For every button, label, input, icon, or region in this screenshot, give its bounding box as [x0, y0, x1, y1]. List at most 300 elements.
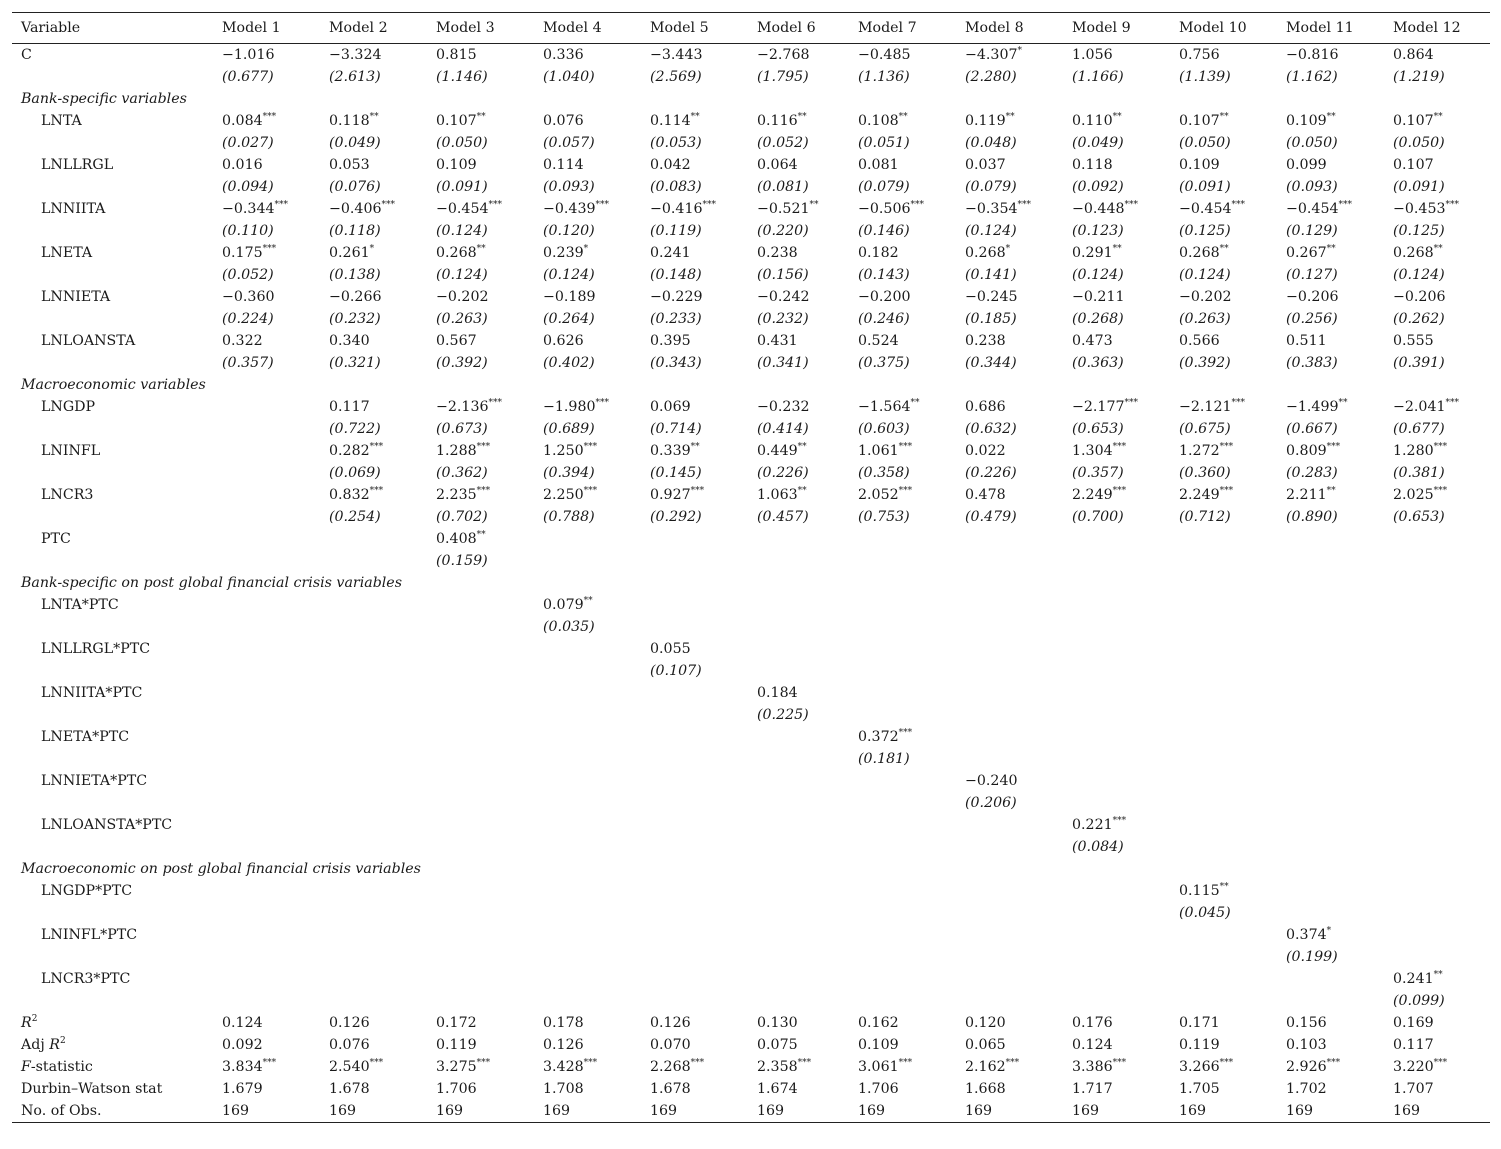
- coefficient-cell: [1393, 770, 1490, 792]
- significance-stars: ***: [1231, 398, 1246, 408]
- coefficient-cell: [650, 1012, 757, 1034]
- coefficient-cell: [329, 528, 436, 550]
- significance-stars: ***: [583, 486, 598, 496]
- coefficient-cell: [965, 154, 1072, 176]
- coefficient-value: −0.454: [436, 201, 489, 217]
- coefficient-cell: [329, 814, 436, 836]
- standard-error-row: [12, 616, 1490, 638]
- significance-stars: ***: [702, 200, 717, 210]
- significance-stars: ***: [1112, 486, 1127, 496]
- coefficient-value: 0.116: [757, 113, 798, 129]
- coefficient-cell: [543, 638, 650, 660]
- significance-stars: ***: [1112, 816, 1127, 826]
- model-column-header: Model 11: [1286, 20, 1354, 36]
- statistic-label: No. of Obs.: [21, 1103, 102, 1119]
- coefficient-cell: [1286, 726, 1393, 748]
- standard-error-cell: (0.254): [329, 509, 381, 525]
- coefficient-cell: [543, 1034, 650, 1056]
- statistic-row: [12, 1078, 1490, 1100]
- standard-error-cell: (0.051): [858, 135, 910, 151]
- variable-label: LNLLRGL*PTC: [41, 641, 151, 657]
- standard-error-cell: [543, 990, 650, 1012]
- coefficient-cell: [436, 814, 543, 836]
- coefficient-cell: [222, 528, 329, 550]
- significance-stars: **: [1005, 112, 1015, 122]
- standard-error-cell: (0.050): [1393, 135, 1445, 151]
- standard-error-cell: [858, 902, 965, 924]
- table-body: [12, 44, 1490, 1123]
- coefficient-value: 0.064: [757, 157, 798, 173]
- coefficient-cell: [329, 638, 436, 660]
- standard-error-cell: (0.091): [1393, 179, 1445, 195]
- coefficient-value: 1.056: [1072, 47, 1113, 63]
- significance-stars: ***: [369, 1058, 384, 1068]
- standard-error-cell: [1179, 660, 1286, 682]
- coefficient-value: 0.069: [650, 399, 691, 415]
- variable-row: [12, 396, 1490, 418]
- coefficient-value: 0.124: [1072, 1037, 1113, 1053]
- standard-error-cell: [650, 616, 757, 638]
- coefficient-cell: [543, 330, 650, 352]
- coefficient-cell: [650, 154, 757, 176]
- coefficient-value: 2.162: [965, 1059, 1006, 1075]
- coefficient-cell: [1393, 1034, 1490, 1056]
- coefficient-value: 0.065: [965, 1037, 1006, 1053]
- coefficient-cell: [329, 440, 436, 462]
- empty-cell: [12, 616, 222, 638]
- coefficient-cell: [1393, 242, 1490, 264]
- coefficient-cell: [329, 1034, 436, 1056]
- coefficient-cell: [858, 1100, 965, 1123]
- standard-error-cell: (0.414): [757, 421, 809, 437]
- standard-error-cell: (0.045): [1179, 905, 1231, 921]
- standard-error-cell: (0.344): [965, 355, 1017, 371]
- statistic-label: [12, 1034, 222, 1056]
- standard-error-cell: [650, 990, 757, 1012]
- coefficient-cell: [436, 1012, 543, 1034]
- standard-error-cell: (0.050): [436, 135, 488, 151]
- coefficient-value: 0.126: [329, 1015, 370, 1031]
- variable-row: [12, 242, 1490, 264]
- standard-error-cell: [858, 836, 965, 858]
- coefficient-cell: [1072, 330, 1179, 352]
- significance-stars: ***: [690, 486, 705, 496]
- coefficient-cell: [543, 968, 650, 990]
- standard-error-cell: [543, 660, 650, 682]
- coefficient-cell: [1286, 396, 1393, 418]
- coefficient-cell: [1072, 440, 1179, 462]
- variable-label: LNTA*PTC: [41, 597, 119, 613]
- statistic-label: [12, 1012, 222, 1034]
- coefficient-value: 0.118: [329, 113, 370, 129]
- standard-error-cell: [1072, 792, 1179, 814]
- standard-error-cell: (0.363): [1072, 355, 1124, 371]
- standard-error-row: [12, 132, 1490, 154]
- coefficient-cell: [1072, 110, 1179, 132]
- coefficient-value: 169: [650, 1103, 678, 1119]
- standard-error-cell: [650, 946, 757, 968]
- coefficient-cell: [650, 924, 757, 946]
- coefficient-cell: [1179, 1100, 1286, 1123]
- coefficient-cell: [543, 814, 650, 836]
- standard-error-cell: [965, 946, 1072, 968]
- standard-error-cell: (0.069): [329, 465, 381, 481]
- standard-error-cell: [436, 792, 543, 814]
- coefficient-value: 3.266: [1179, 1059, 1220, 1075]
- coefficient-cell: [436, 44, 543, 67]
- coefficient-cell: [1179, 594, 1286, 616]
- coefficient-cell: [1286, 968, 1393, 990]
- coefficient-value: 2.211: [1286, 487, 1327, 503]
- statistic-symbol: F: [21, 1059, 31, 1075]
- coefficient-cell: [650, 726, 757, 748]
- coefficient-value: 2.358: [757, 1059, 798, 1075]
- section-heading-row: [12, 858, 1490, 880]
- standard-error-cell: (1.136): [858, 69, 910, 85]
- coefficient-cell: [650, 242, 757, 264]
- empty-cell: [12, 264, 222, 286]
- significance-stars: ***: [476, 486, 491, 496]
- coefficient-value: 1.674: [757, 1081, 798, 1097]
- standard-error-cell: (0.127): [1286, 267, 1338, 283]
- coefficient-value: 0.107: [1179, 113, 1220, 129]
- model-column-header: Model 10: [1179, 20, 1247, 36]
- standard-error-cell: (0.753): [858, 509, 910, 525]
- significance-stars: **: [690, 442, 700, 452]
- coefficient-value: 2.540: [329, 1059, 370, 1075]
- coefficient-cell: [329, 1056, 436, 1078]
- significance-stars: **: [797, 486, 807, 496]
- standard-error-cell: (0.264): [543, 311, 595, 327]
- empty-cell: [12, 902, 222, 924]
- statistic-label-prefix: Adj: [21, 1037, 50, 1053]
- standard-error-cell: (0.479): [965, 509, 1017, 525]
- significance-stars: **: [1326, 244, 1336, 254]
- significance-stars: ***: [1433, 442, 1448, 452]
- coefficient-cell: [1072, 1012, 1179, 1034]
- coefficient-cell: [757, 110, 858, 132]
- coefficient-cell: [1286, 1012, 1393, 1034]
- standard-error-cell: [1179, 990, 1286, 1012]
- standard-error-cell: (0.181): [858, 751, 910, 767]
- coefficient-cell: [965, 880, 1072, 902]
- coefficient-value: −0.448: [1072, 201, 1125, 217]
- standard-error-cell: (0.124): [436, 267, 488, 283]
- coefficient-value: 0.109: [1286, 113, 1327, 129]
- standard-error-cell: (0.263): [436, 311, 488, 327]
- coefficient-cell: [436, 880, 543, 902]
- coefficient-cell: [1286, 880, 1393, 902]
- coefficient-cell: [965, 330, 1072, 352]
- coefficient-cell: [757, 484, 858, 506]
- standard-error-cell: [1393, 792, 1490, 814]
- coefficient-cell: [1286, 286, 1393, 308]
- standard-error-cell: [1393, 550, 1490, 572]
- standard-error-cell: (0.185): [965, 311, 1017, 327]
- coefficient-value: 0.130: [757, 1015, 798, 1031]
- standard-error-row: [12, 902, 1490, 924]
- standard-error-cell: (0.233): [650, 311, 702, 327]
- coefficient-cell: [757, 1034, 858, 1056]
- variable-row: [12, 638, 1490, 660]
- coefficient-cell: [436, 594, 543, 616]
- variable-label: LNLLRGL: [41, 157, 114, 173]
- significance-stars: *: [369, 244, 375, 254]
- significance-stars: ***: [381, 200, 396, 210]
- coefficient-cell: [757, 1056, 858, 1078]
- standard-error-cell: [1072, 616, 1179, 638]
- regression-results-table: [12, 12, 1490, 1123]
- coefficient-value: 0.169: [1393, 1015, 1434, 1031]
- coefficient-cell: [650, 1100, 757, 1123]
- coefficient-cell: [1286, 484, 1393, 506]
- coefficient-cell: [1072, 682, 1179, 704]
- coefficient-cell: [757, 242, 858, 264]
- standard-error-cell: (2.569): [650, 69, 702, 85]
- coefficient-cell: [965, 594, 1072, 616]
- standard-error-cell: (0.081): [757, 179, 809, 195]
- standard-error-cell: (0.268): [1072, 311, 1124, 327]
- coefficient-value: 0.339: [650, 443, 691, 459]
- coefficient-cell: [222, 924, 329, 946]
- standard-error-cell: [965, 660, 1072, 682]
- standard-error-cell: [1393, 748, 1490, 770]
- coefficient-value: −0.360: [222, 289, 275, 305]
- coefficient-cell: [1179, 484, 1286, 506]
- significance-stars: ***: [1326, 442, 1341, 452]
- significance-stars: **: [1112, 112, 1122, 122]
- coefficient-cell: [1072, 770, 1179, 792]
- coefficient-cell: [222, 1012, 329, 1034]
- significance-stars: *: [583, 244, 589, 254]
- variable-row: [12, 594, 1490, 616]
- coefficient-value: 0.268: [1393, 245, 1434, 261]
- coefficient-value: 0.109: [436, 157, 477, 173]
- coefficient-cell: [650, 110, 757, 132]
- statistic-row: [12, 1034, 1490, 1056]
- coefficient-cell: [222, 726, 329, 748]
- standard-error-cell: [858, 946, 965, 968]
- coefficient-cell: [1179, 880, 1286, 902]
- coefficient-value: 0.084: [222, 113, 263, 129]
- variable-row: [12, 814, 1490, 836]
- standard-error-cell: (0.035): [543, 619, 595, 635]
- standard-error-cell: (0.107): [650, 663, 702, 679]
- standard-error-cell: [757, 550, 858, 572]
- coefficient-value: 169: [757, 1103, 785, 1119]
- standard-error-cell: [757, 990, 858, 1012]
- coefficient-cell: [650, 594, 757, 616]
- coefficient-cell: [650, 528, 757, 550]
- coefficient-value: 0.238: [757, 245, 798, 261]
- coefficient-value: 169: [1286, 1103, 1314, 1119]
- coefficient-cell: [757, 814, 858, 836]
- significance-stars: **: [1326, 112, 1336, 122]
- coefficient-cell: [222, 1034, 329, 1056]
- coefficient-value: 0.076: [543, 113, 584, 129]
- coefficient-cell: [222, 682, 329, 704]
- standard-error-cell: (0.362): [436, 465, 488, 481]
- standard-error-cell: (0.120): [543, 223, 595, 239]
- coefficient-value: 2.025: [1393, 487, 1434, 503]
- variable-label: LNCR3: [41, 487, 94, 503]
- coefficient-value: −1.016: [222, 47, 275, 63]
- standard-error-cell: (0.358): [858, 465, 910, 481]
- standard-error-cell: (0.457): [757, 509, 809, 525]
- coefficient-cell: [436, 242, 543, 264]
- standard-error-cell: (1.219): [1393, 69, 1445, 85]
- coefficient-value: −3.324: [329, 47, 382, 63]
- coefficient-value: 0.268: [1179, 245, 1220, 261]
- significance-stars: ***: [1112, 1058, 1127, 1068]
- variable-column-header: Variable: [21, 20, 81, 36]
- coefficient-cell: [436, 1100, 543, 1123]
- coefficient-cell: [965, 682, 1072, 704]
- coefficient-value: 0.076: [329, 1037, 370, 1053]
- coefficient-value: 3.428: [543, 1059, 584, 1075]
- variable-label: LNINFL*PTC: [41, 927, 138, 943]
- standard-error-cell: (0.689): [543, 421, 595, 437]
- coefficient-value: 1.272: [1179, 443, 1220, 459]
- standard-error-cell: [1393, 902, 1490, 924]
- coefficient-value: 1.063: [757, 487, 798, 503]
- standard-error-cell: [1179, 550, 1286, 572]
- significance-stars: **: [1433, 970, 1443, 980]
- coefficient-value: 0.449: [757, 443, 798, 459]
- standard-error-cell: [858, 990, 965, 1012]
- standard-error-cell: [436, 748, 543, 770]
- coefficient-cell: [757, 286, 858, 308]
- standard-error-cell: [1179, 836, 1286, 858]
- standard-error-row: [12, 792, 1490, 814]
- coefficient-cell: [222, 770, 329, 792]
- coefficient-cell: [1393, 968, 1490, 990]
- significance-stars: ***: [1326, 1058, 1341, 1068]
- standard-error-cell: [543, 748, 650, 770]
- variable-label: C: [21, 47, 32, 63]
- coefficient-cell: [858, 1034, 965, 1056]
- standard-error-cell: [1286, 704, 1393, 726]
- significance-stars: ***: [262, 244, 277, 254]
- standard-error-row: [12, 836, 1490, 858]
- significance-stars: ***: [1124, 398, 1139, 408]
- coefficient-value: −0.202: [436, 289, 489, 305]
- standard-error-cell: (0.092): [1072, 179, 1124, 195]
- coefficient-value: −0.189: [543, 289, 596, 305]
- empty-cell: [12, 990, 222, 1012]
- coefficient-cell: [757, 726, 858, 748]
- standard-error-cell: (0.788): [543, 509, 595, 525]
- coefficient-value: 0.239: [543, 245, 584, 261]
- standard-error-cell: [1393, 660, 1490, 682]
- coefficient-value: 1.678: [329, 1081, 370, 1097]
- variable-label: LNETA*PTC: [41, 729, 130, 745]
- standard-error-cell: [1179, 616, 1286, 638]
- statistic-superscript: 2: [59, 1036, 66, 1046]
- significance-stars: ***: [1219, 486, 1234, 496]
- coefficient-value: 169: [858, 1103, 886, 1119]
- standard-error-cell: (1.146): [436, 69, 488, 85]
- coefficient-value: 0.110: [1072, 113, 1113, 129]
- standard-error-cell: (0.091): [436, 179, 488, 195]
- coefficient-value: −0.245: [965, 289, 1018, 305]
- coefficient-value: 0.162: [858, 1015, 899, 1031]
- significance-stars: **: [1338, 398, 1348, 408]
- coefficient-value: 169: [329, 1103, 357, 1119]
- standard-error-cell: (2.613): [329, 69, 381, 85]
- variable-row: [12, 968, 1490, 990]
- coefficient-value: 1.679: [222, 1081, 263, 1097]
- standard-error-row: [12, 418, 1490, 440]
- coefficient-cell: [858, 682, 965, 704]
- coefficient-value: 2.250: [543, 487, 584, 503]
- coefficient-cell: [222, 440, 329, 462]
- section-heading: Bank-specific on post global financial crisis variables: [21, 575, 402, 591]
- coefficient-value: 0.016: [222, 157, 263, 173]
- significance-stars: ***: [274, 200, 289, 210]
- coefficient-cell: [543, 242, 650, 264]
- coefficient-cell: [965, 1034, 1072, 1056]
- coefficient-cell: [965, 1078, 1072, 1100]
- coefficient-cell: [650, 198, 757, 220]
- coefficient-cell: [858, 440, 965, 462]
- coefficient-value: 0.815: [436, 47, 477, 63]
- standard-error-cell: [436, 990, 543, 1012]
- coefficient-cell: [1286, 814, 1393, 836]
- coefficient-cell: [1393, 484, 1490, 506]
- significance-stars: ***: [488, 200, 503, 210]
- coefficient-cell: [1179, 528, 1286, 550]
- coefficient-cell: [1393, 682, 1490, 704]
- coefficient-value: 0.566: [1179, 333, 1220, 349]
- coefficient-cell: [222, 594, 329, 616]
- coefficient-cell: [965, 1100, 1072, 1123]
- coefficient-cell: [543, 594, 650, 616]
- significance-stars: ***: [898, 442, 913, 452]
- coefficient-cell: [543, 396, 650, 418]
- coefficient-cell: [436, 924, 543, 946]
- coefficient-value: −2.041: [1393, 399, 1446, 415]
- standard-error-cell: [1393, 616, 1490, 638]
- coefficient-value: 3.220: [1393, 1059, 1434, 1075]
- standard-error-cell: [1072, 748, 1179, 770]
- coefficient-value: 0.184: [757, 685, 798, 701]
- standard-error-cell: (0.667): [1286, 421, 1338, 437]
- coefficient-value: 0.114: [650, 113, 691, 129]
- coefficient-value: 1.304: [1072, 443, 1113, 459]
- standard-error-cell: (0.123): [1072, 223, 1124, 239]
- coefficient-cell: [329, 968, 436, 990]
- coefficient-cell: [329, 682, 436, 704]
- standard-error-cell: [757, 792, 858, 814]
- coefficient-value: −0.454: [1286, 201, 1339, 217]
- standard-error-row: [12, 308, 1490, 330]
- coefficient-cell: [1393, 638, 1490, 660]
- significance-stars: ***: [1219, 1058, 1234, 1068]
- standard-error-cell: (0.124): [965, 223, 1017, 239]
- coefficient-cell: [1072, 814, 1179, 836]
- coefficient-cell: [436, 968, 543, 990]
- coefficient-value: 0.055: [650, 641, 691, 657]
- coefficient-value: 169: [543, 1103, 571, 1119]
- standard-error-cell: [222, 660, 329, 682]
- standard-error-cell: (0.392): [1179, 355, 1231, 371]
- coefficient-cell: [436, 528, 543, 550]
- coefficient-cell: [965, 1012, 1072, 1034]
- standard-error-cell: [1072, 550, 1179, 572]
- coefficient-cell: [757, 682, 858, 704]
- standard-error-cell: [329, 836, 436, 858]
